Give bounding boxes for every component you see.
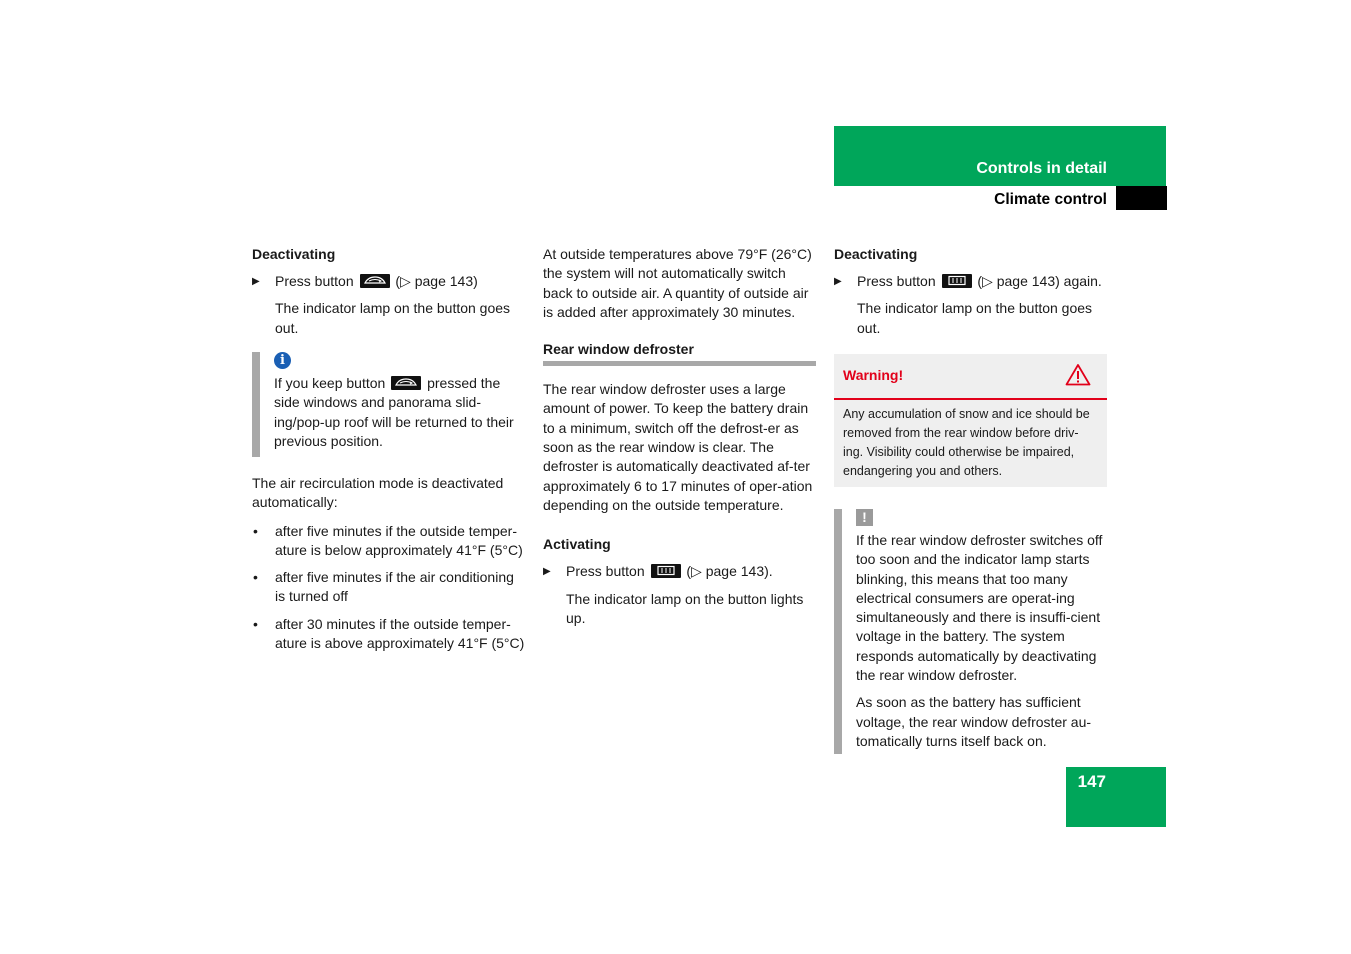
step-result: The indicator lamp on the button goes out.: [857, 300, 1093, 336]
header-black-tab: [1116, 186, 1167, 210]
activating-heading: Activating: [543, 536, 611, 553]
warning-box: [834, 354, 1107, 487]
info-note-text: If you keep button pressed the side windows and panorama slid-ing/pop-up roof will be returned to their previous position.: [274, 375, 514, 449]
recirculation-button-icon: [360, 274, 390, 288]
step-arrow-icon: ▶: [543, 566, 551, 578]
column-left: [252, 245, 527, 338]
recirculation-button-icon: [391, 376, 421, 390]
list-item: • after five minutes if the outside temper-ature is below approximately 41°F (5°C): [253, 522, 523, 558]
deactivating-heading: Deactivating: [834, 246, 918, 262]
step-press-defroster: ▶ Press button (▷ page 143).: [543, 562, 818, 581]
column-right: [834, 245, 1109, 338]
rear-defroster-button-icon: [942, 274, 972, 288]
chapter-title: Controls in detail: [976, 160, 1107, 177]
caution-text: As soon as the battery has sufficient voltage, the rear window defroster au-tomatically turns itself back on.: [856, 694, 1092, 749]
bullet-icon: •: [253, 522, 258, 539]
list-item: • after 30 minutes if the outside temper-ature is above approximately 41°F (5°C): [253, 615, 525, 652]
column-middle: [543, 245, 818, 628]
section-title: Climate control: [994, 191, 1107, 208]
info-note: [252, 352, 528, 457]
warning-text: Any accumulation of snow and ice should be removed from the rear window before driv-ing. Visibility could otherwise be impaired, endangering you and others.: [843, 407, 1090, 478]
page-number: 147: [1077, 772, 1106, 791]
warning-label: Warning!: [843, 367, 904, 383]
rear-defroster-heading: Rear window defroster: [543, 341, 694, 358]
bullet-icon: •: [253, 615, 258, 632]
caution-note: [834, 509, 1117, 754]
exclamation-icon: !: [856, 509, 873, 526]
step-press-recirculation: ▶ Press button (▷ page 143): [252, 272, 527, 291]
column-left-lower: [252, 474, 527, 653]
caution-text: If the rear window defroster switches off too soon and the indicator lamp starts blinking, this means that too many electrical consumers are operat-ing simultaneously and there is insuffi-cient voltage in the battery. The system responds automatically by deactivating the rear window defroster.: [856, 532, 1103, 684]
rear-defroster-button-icon: [651, 564, 681, 578]
list-item: • after five minutes if the air conditioning is turned off: [253, 569, 514, 605]
section-divider: [543, 361, 816, 366]
warning-triangle-icon: [1065, 363, 1091, 391]
rear-defroster-paragraph: The rear window defroster uses a large amount of power. To keep the battery drain to a minimum, switch off the defrost-er as soon as the rear window is clear. The defroster is automatically deactivated af-ter approximately 6 to 17 minutes of oper-ation depending on the outside temperature.: [543, 381, 813, 513]
outside-air-paragraph: At outside temperatures above 79°F (26°C) the system will not automatically switch back to outside air. A quantity of outside air is added after approximately 30 minutes.: [543, 246, 812, 320]
step-press-defroster-again: ▶ Press button (▷ page 143) again.: [834, 272, 1109, 291]
step-result: The indicator lamp on the button lights up.: [566, 590, 804, 626]
step-arrow-icon: ▶: [834, 276, 842, 287]
deactivating-heading: Deactivating: [252, 246, 336, 262]
recirculation-paragraph: The air recirculation mode is deactivated automatically:: [252, 475, 504, 511]
warning-header: [834, 354, 1107, 400]
step-arrow-icon: ▶: [252, 276, 260, 287]
bullet-icon: •: [253, 569, 258, 586]
step-result: The indicator lamp on the button goes out.: [275, 300, 511, 336]
info-icon: i: [274, 352, 291, 369]
